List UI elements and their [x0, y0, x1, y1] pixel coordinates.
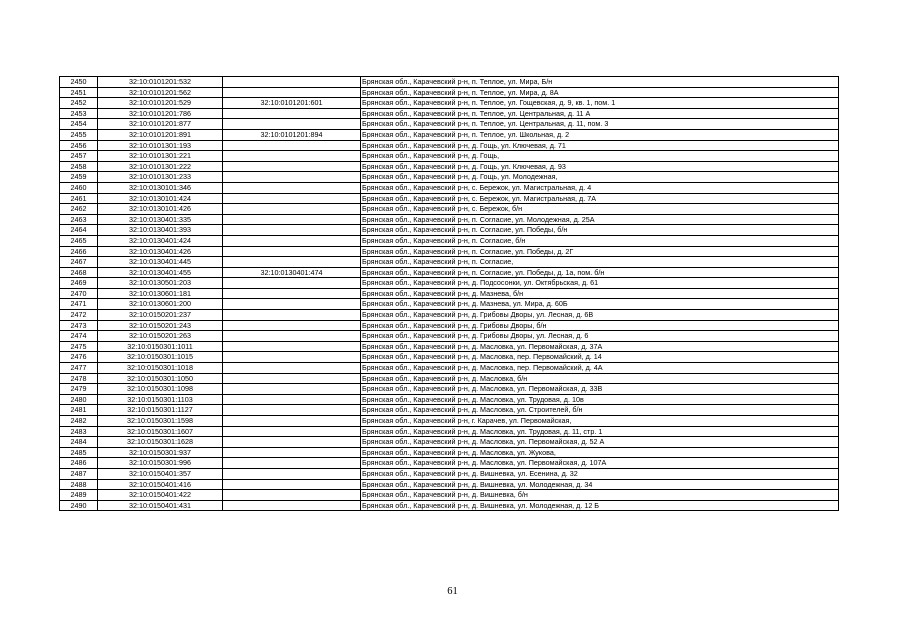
- related-cadastral-number-cell: [223, 161, 361, 172]
- row-number-cell: 2485: [60, 447, 98, 458]
- address-cell: Брянская обл., Карачевский р-н, д. Масловка, ул. Трудовая, д. 11, стр. 1: [361, 426, 839, 437]
- related-cadastral-number-cell: [223, 288, 361, 299]
- related-cadastral-number-cell: [223, 310, 361, 321]
- page-number: 61: [447, 586, 458, 597]
- related-cadastral-number-cell: [223, 416, 361, 427]
- table-row: [60, 490, 839, 501]
- row-number-cell: 2466: [60, 246, 98, 257]
- related-cadastral-number-cell: [223, 447, 361, 458]
- related-cadastral-number-cell: [223, 490, 361, 501]
- cadastral-number-cell: 32:10:0101201:891: [98, 129, 223, 140]
- cadastral-number-cell: 32:10:0150301:937: [98, 447, 223, 458]
- table-row: [60, 77, 839, 88]
- cadastral-number-cell: 32:10:0150401:416: [98, 479, 223, 490]
- row-number-cell: 2475: [60, 341, 98, 352]
- cadastral-number-cell: 32:10:0150201:243: [98, 320, 223, 331]
- cadastral-number-cell: 32:10:0130401:335: [98, 214, 223, 225]
- row-number-cell: 2455: [60, 129, 98, 140]
- address-cell: Брянская обл., Карачевский р-н, п. Теплое, ул. Школьная, д. 2: [361, 129, 839, 140]
- table-row: [60, 310, 839, 321]
- table-row: [60, 98, 839, 109]
- cadastral-number-cell: 32:10:0150301:1050: [98, 373, 223, 384]
- table-row: [60, 447, 839, 458]
- table-body: [60, 77, 839, 511]
- address-cell: Брянская обл., Карачевский р-н, п. Согласие,: [361, 257, 839, 268]
- related-cadastral-number-cell: 32:10:0130401:474: [223, 267, 361, 278]
- address-cell: Брянская обл., Карачевский р-н, г. Карачев, ул. Первомайская,: [361, 416, 839, 427]
- table-row: [60, 172, 839, 183]
- row-number-cell: 2460: [60, 182, 98, 193]
- row-number-cell: 2481: [60, 405, 98, 416]
- table-row: [60, 352, 839, 363]
- related-cadastral-number-cell: [223, 172, 361, 183]
- table-row: [60, 214, 839, 225]
- cadastral-number-cell: 32:10:0130401:445: [98, 257, 223, 268]
- table-row: [60, 500, 839, 511]
- related-cadastral-number-cell: [223, 331, 361, 342]
- cadastral-number-cell: 32:10:0101201:786: [98, 108, 223, 119]
- address-cell: Брянская обл., Карачевский р-н, д. Вишневка, ул. Молодежная, д. 12 Б: [361, 500, 839, 511]
- row-number-cell: 2463: [60, 214, 98, 225]
- row-number-cell: 2459: [60, 172, 98, 183]
- table-row: [60, 394, 839, 405]
- related-cadastral-number-cell: [223, 437, 361, 448]
- table-row: [60, 363, 839, 374]
- cadastral-number-cell: 32:10:0101301:222: [98, 161, 223, 172]
- cadastral-number-cell: 32:10:0130401:424: [98, 235, 223, 246]
- cadastral-number-cell: 32:10:0150301:1628: [98, 437, 223, 448]
- cadastral-number-cell: 32:10:0150401:431: [98, 500, 223, 511]
- related-cadastral-number-cell: 32:10:0101201:601: [223, 98, 361, 109]
- related-cadastral-number-cell: [223, 246, 361, 257]
- related-cadastral-number-cell: [223, 119, 361, 130]
- related-cadastral-number-cell: [223, 320, 361, 331]
- address-cell: Брянская обл., Карачевский р-н, д. Масловка, ул. Первомайская, д. 107А: [361, 458, 839, 469]
- table-row: [60, 458, 839, 469]
- related-cadastral-number-cell: [223, 140, 361, 151]
- cadastral-number-cell: 32:10:0101301:193: [98, 140, 223, 151]
- related-cadastral-number-cell: [223, 235, 361, 246]
- address-cell: Брянская обл., Карачевский р-н, д. Гощь,: [361, 151, 839, 162]
- cadastral-number-cell: 32:10:0130401:393: [98, 225, 223, 236]
- table-row: [60, 373, 839, 384]
- table-row: [60, 108, 839, 119]
- row-number-cell: 2453: [60, 108, 98, 119]
- table-row: [60, 320, 839, 331]
- related-cadastral-number-cell: [223, 341, 361, 352]
- table-row: [60, 140, 839, 151]
- address-cell: Брянская обл., Карачевский р-н, п. Согласие, ул. Победы, д. 2Г: [361, 246, 839, 257]
- table-row: [60, 267, 839, 278]
- row-number-cell: 2469: [60, 278, 98, 289]
- address-cell: Брянская обл., Карачевский р-н, п. Теплое, ул. Гощевская, д. 9, кв. 1, пом. 1: [361, 98, 839, 109]
- address-cell: Брянская обл., Карачевский р-н, д. Гощь, ул. Ключевая, д. 93: [361, 161, 839, 172]
- related-cadastral-number-cell: [223, 87, 361, 98]
- address-cell: Брянская обл., Карачевский р-н, п. Согласие, ул. Молодежная, д. 25А: [361, 214, 839, 225]
- related-cadastral-number-cell: [223, 214, 361, 225]
- related-cadastral-number-cell: [223, 193, 361, 204]
- row-number-cell: 2482: [60, 416, 98, 427]
- row-number-cell: 2467: [60, 257, 98, 268]
- row-number-cell: 2471: [60, 299, 98, 310]
- row-number-cell: 2472: [60, 310, 98, 321]
- table-row: [60, 341, 839, 352]
- table-row: [60, 384, 839, 395]
- cadastral-number-cell: 32:10:0101201:532: [98, 77, 223, 88]
- row-number-cell: 2489: [60, 490, 98, 501]
- cadastral-number-cell: 32:10:0130601:200: [98, 299, 223, 310]
- related-cadastral-number-cell: [223, 458, 361, 469]
- row-number-cell: 2458: [60, 161, 98, 172]
- row-number-cell: 2470: [60, 288, 98, 299]
- address-cell: Брянская обл., Карачевский р-н, д. Вишневка, ул. Молодежная, д. 34: [361, 479, 839, 490]
- table-row: [60, 416, 839, 427]
- address-cell: Брянская обл., Карачевский р-н, п. Согласие, б/н: [361, 235, 839, 246]
- row-number-cell: 2465: [60, 235, 98, 246]
- related-cadastral-number-cell: [223, 151, 361, 162]
- cadastral-table: [59, 76, 839, 511]
- address-cell: Брянская обл., Карачевский р-н, д. Масловка, ул. Трудовая, д. 10в: [361, 394, 839, 405]
- table-row: [60, 204, 839, 215]
- row-number-cell: 2450: [60, 77, 98, 88]
- address-cell: Брянская обл., Карачевский р-н, д. Масловка, ул. Строителей, б/н: [361, 405, 839, 416]
- related-cadastral-number-cell: [223, 278, 361, 289]
- cadastral-number-cell: 32:10:0150301:1127: [98, 405, 223, 416]
- cadastral-number-cell: 32:10:0150401:422: [98, 490, 223, 501]
- table-row: [60, 235, 839, 246]
- address-cell: Брянская обл., Карачевский р-н, д. Мазнева, б/н: [361, 288, 839, 299]
- cadastral-number-cell: 32:10:0130501:203: [98, 278, 223, 289]
- address-cell: Брянская обл., Карачевский р-н, д. Вишневка, ул. Есенина, д. 32: [361, 468, 839, 479]
- address-cell: Брянская обл., Карачевский р-н, д. Масловка, ул. Первомайская, д. 37А: [361, 341, 839, 352]
- cadastral-number-cell: 32:10:0130101:346: [98, 182, 223, 193]
- row-number-cell: 2476: [60, 352, 98, 363]
- cadastral-number-cell: 32:10:0130101:424: [98, 193, 223, 204]
- row-number-cell: 2461: [60, 193, 98, 204]
- cadastral-number-cell: 32:10:0101301:221: [98, 151, 223, 162]
- row-number-cell: 2462: [60, 204, 98, 215]
- address-cell: Брянская обл., Карачевский р-н, с. Бережок, ул. Магистральная, д. 7А: [361, 193, 839, 204]
- address-cell: Брянская обл., Карачевский р-н, д. Масловка, пер. Первомайский, д. 4А: [361, 363, 839, 374]
- related-cadastral-number-cell: 32:10:0101201:894: [223, 129, 361, 140]
- cadastral-number-cell: 32:10:0101201:529: [98, 98, 223, 109]
- table-row: [60, 151, 839, 162]
- cadastral-number-cell: 32:10:0150301:1103: [98, 394, 223, 405]
- related-cadastral-number-cell: [223, 257, 361, 268]
- related-cadastral-number-cell: [223, 225, 361, 236]
- address-cell: Брянская обл., Карачевский р-н, д. Масловка, ул. Первомайская, д. 52 А: [361, 437, 839, 448]
- address-cell: Брянская обл., Карачевский р-н, д. Грибовы Дворы, ул. Лесная, д. 6: [361, 331, 839, 342]
- related-cadastral-number-cell: [223, 426, 361, 437]
- row-number-cell: 2486: [60, 458, 98, 469]
- related-cadastral-number-cell: [223, 468, 361, 479]
- related-cadastral-number-cell: [223, 352, 361, 363]
- table-row: [60, 331, 839, 342]
- cadastral-number-cell: 32:10:0150301:1011: [98, 341, 223, 352]
- cadastral-number-cell: 32:10:0150301:1098: [98, 384, 223, 395]
- cadastral-number-cell: 32:10:0150201:263: [98, 331, 223, 342]
- row-number-cell: 2454: [60, 119, 98, 130]
- row-number-cell: 2490: [60, 500, 98, 511]
- related-cadastral-number-cell: [223, 204, 361, 215]
- cadastral-number-cell: 32:10:0130401:455: [98, 267, 223, 278]
- address-cell: Брянская обл., Карачевский р-н, д. Масловка, ул. Первомайская, д. 33В: [361, 384, 839, 395]
- cadastral-number-cell: 32:10:0130401:426: [98, 246, 223, 257]
- table-row: [60, 182, 839, 193]
- table-row: [60, 437, 839, 448]
- cadastral-number-cell: 32:10:0150301:1607: [98, 426, 223, 437]
- address-cell: Брянская обл., Карачевский р-н, д. Гощь, ул. Ключевая, д. 71: [361, 140, 839, 151]
- row-number-cell: 2474: [60, 331, 98, 342]
- row-number-cell: 2456: [60, 140, 98, 151]
- cadastral-number-cell: 32:10:0150301:996: [98, 458, 223, 469]
- row-number-cell: 2479: [60, 384, 98, 395]
- row-number-cell: 2452: [60, 98, 98, 109]
- related-cadastral-number-cell: [223, 182, 361, 193]
- address-cell: Брянская обл., Карачевский р-н, п. Теплое, ул. Мира, д. 8А: [361, 87, 839, 98]
- table-row: [60, 161, 839, 172]
- related-cadastral-number-cell: [223, 299, 361, 310]
- related-cadastral-number-cell: [223, 384, 361, 395]
- row-number-cell: 2473: [60, 320, 98, 331]
- table-row: [60, 119, 839, 130]
- related-cadastral-number-cell: [223, 500, 361, 511]
- cadastral-number-cell: 32:10:0150301:1018: [98, 363, 223, 374]
- related-cadastral-number-cell: [223, 108, 361, 119]
- cadastral-number-cell: 32:10:0150401:357: [98, 468, 223, 479]
- table-row: [60, 246, 839, 257]
- cadastral-number-cell: 32:10:0150301:1015: [98, 352, 223, 363]
- cadastral-number-cell: 32:10:0150301:1598: [98, 416, 223, 427]
- related-cadastral-number-cell: [223, 479, 361, 490]
- row-number-cell: 2477: [60, 363, 98, 374]
- address-cell: Брянская обл., Карачевский р-н, д. Грибовы Дворы, ул. Лесная, д. 6В: [361, 310, 839, 321]
- address-cell: Брянская обл., Карачевский р-н, с. Бережок, ул. Магистральная, д. 4: [361, 182, 839, 193]
- row-number-cell: 2468: [60, 267, 98, 278]
- row-number-cell: 2484: [60, 437, 98, 448]
- address-cell: Брянская обл., Карачевский р-н, д. Масловка, ул. Жукова,: [361, 447, 839, 458]
- table-row: [60, 257, 839, 268]
- cadastral-number-cell: 32:10:0101301:233: [98, 172, 223, 183]
- row-number-cell: 2488: [60, 479, 98, 490]
- row-number-cell: 2483: [60, 426, 98, 437]
- cadastral-number-cell: 32:10:0150201:237: [98, 310, 223, 321]
- cadastral-number-cell: 32:10:0101201:562: [98, 87, 223, 98]
- address-cell: Брянская обл., Карачевский р-н, д. Мазнева, ул. Мира, д. 60Б: [361, 299, 839, 310]
- table-row: [60, 129, 839, 140]
- cadastral-number-cell: 32:10:0101201:877: [98, 119, 223, 130]
- related-cadastral-number-cell: [223, 394, 361, 405]
- table-row: [60, 426, 839, 437]
- row-number-cell: 2464: [60, 225, 98, 236]
- address-cell: Брянская обл., Карачевский р-н, п. Теплое, ул. Мира, Б/н: [361, 77, 839, 88]
- row-number-cell: 2480: [60, 394, 98, 405]
- address-cell: Брянская обл., Карачевский р-н, д. Масловка, пер. Первомайский, д. 14: [361, 352, 839, 363]
- address-cell: Брянская обл., Карачевский р-н, с. Бережок, б/н: [361, 204, 839, 215]
- cadastral-number-cell: 32:10:0130601:181: [98, 288, 223, 299]
- table-row: [60, 468, 839, 479]
- table-row: [60, 87, 839, 98]
- cadastral-number-cell: 32:10:0130101:426: [98, 204, 223, 215]
- related-cadastral-number-cell: [223, 405, 361, 416]
- address-cell: Брянская обл., Карачевский р-н, д. Гощь, ул. Молодежная,: [361, 172, 839, 183]
- table-row: [60, 278, 839, 289]
- table-row: [60, 405, 839, 416]
- address-cell: Брянская обл., Карачевский р-н, д. Грибовы Дворы, б/н: [361, 320, 839, 331]
- address-cell: Брянская обл., Карачевский р-н, п. Теплое, ул. Центральная, д. 11 А: [361, 108, 839, 119]
- row-number-cell: 2487: [60, 468, 98, 479]
- address-cell: Брянская обл., Карачевский р-н, д. Вишневка, б/н: [361, 490, 839, 501]
- address-cell: Брянская обл., Карачевский р-н, д. Масловка, б/н: [361, 373, 839, 384]
- address-cell: Брянская обл., Карачевский р-н, п. Согласие, ул. Победы, д. 1а, пом. б/н: [361, 267, 839, 278]
- address-cell: Брянская обл., Карачевский р-н, п. Согласие, ул. Победы, б/н: [361, 225, 839, 236]
- address-cell: Брянская обл., Карачевский р-н, д. Подсосонки, ул. Октябрьская, д. 61: [361, 278, 839, 289]
- table-row: [60, 479, 839, 490]
- related-cadastral-number-cell: [223, 363, 361, 374]
- row-number-cell: 2457: [60, 151, 98, 162]
- table-row: [60, 299, 839, 310]
- related-cadastral-number-cell: [223, 77, 361, 88]
- table-row: [60, 288, 839, 299]
- related-cadastral-number-cell: [223, 373, 361, 384]
- table-row: [60, 225, 839, 236]
- row-number-cell: 2451: [60, 87, 98, 98]
- address-cell: Брянская обл., Карачевский р-н, п. Теплое, ул. Центральная, д. 11, пом. 3: [361, 119, 839, 130]
- table-row: [60, 193, 839, 204]
- row-number-cell: 2478: [60, 373, 98, 384]
